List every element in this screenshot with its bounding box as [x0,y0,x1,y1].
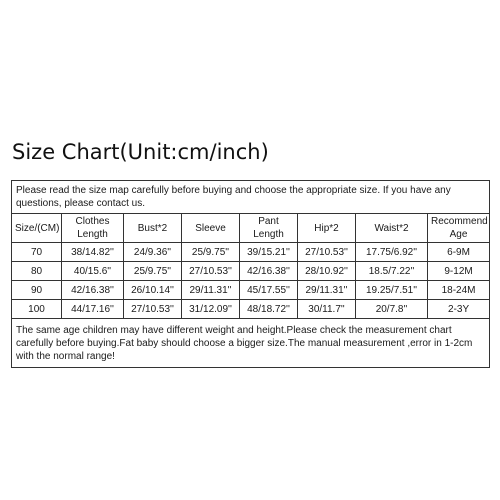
table-cell: 25/9.75'' [124,262,182,281]
table-cell: 6-9M [428,243,490,262]
table-cell: 9-12M [428,262,490,281]
table-cell: 42/16.38'' [240,262,298,281]
table-cell: 39/15.21'' [240,243,298,262]
table-cell: 28/10.92'' [298,262,356,281]
table-row [12,243,490,262]
table-row [12,262,490,281]
table-cell: 19.25/7.51'' [356,281,428,300]
column-header: Clothes Length [62,214,124,243]
column-header: Hip*2 [298,214,356,243]
table-cell: 45/17.55'' [240,281,298,300]
table-cell: 24/9.36'' [124,243,182,262]
table-row [12,300,490,319]
table-row [12,281,490,300]
column-header: Pant Length [240,214,298,243]
column-header: Recommend Age [428,214,490,243]
table-cell: 80 [12,262,62,281]
table-cell: 29/11.31'' [298,281,356,300]
page-title: Size Chart(Unit:cm/inch) [12,140,269,164]
size-notice: Please read the size map carefully before buying and choose the appropriate size. If you have any questions, please contact us. [12,181,490,214]
header-row [12,214,490,243]
table-cell: 90 [12,281,62,300]
table-cell: 26/10.14'' [124,281,182,300]
table-cell: 100 [12,300,62,319]
table-cell: 40/15.6'' [62,262,124,281]
table-cell: 18-24M [428,281,490,300]
column-header: Waist*2 [356,214,428,243]
table-cell: 29/11.31'' [182,281,240,300]
table-cell: 30/11.7'' [298,300,356,319]
table-cell: 48/18.72'' [240,300,298,319]
column-header: Size/(CM) [12,214,62,243]
table-cell: 31/12.09'' [182,300,240,319]
table-cell: 20/7.8'' [356,300,428,319]
table-cell: 42/16.38'' [62,281,124,300]
table-cell: 38/14.82'' [62,243,124,262]
table-cell: 2-3Y [428,300,490,319]
table-cell: 44/17.16'' [62,300,124,319]
table-cell: 27/10.53'' [124,300,182,319]
size-footnote: The same age children may have different weight and height.Please check the measurement chart carefully before buying.Fat baby should choose a bigger size.The manual measurement ,error in 1-2cm with the normal range! [12,319,490,368]
column-header: Sleeve [182,214,240,243]
table-cell: 27/10.53'' [298,243,356,262]
size-chart-table [11,180,490,368]
table-cell: 17.75/6.92'' [356,243,428,262]
table-cell: 27/10.53'' [182,262,240,281]
table-cell: 70 [12,243,62,262]
table-cell: 18.5/7.22'' [356,262,428,281]
table-cell: 25/9.75'' [182,243,240,262]
column-header: Bust*2 [124,214,182,243]
